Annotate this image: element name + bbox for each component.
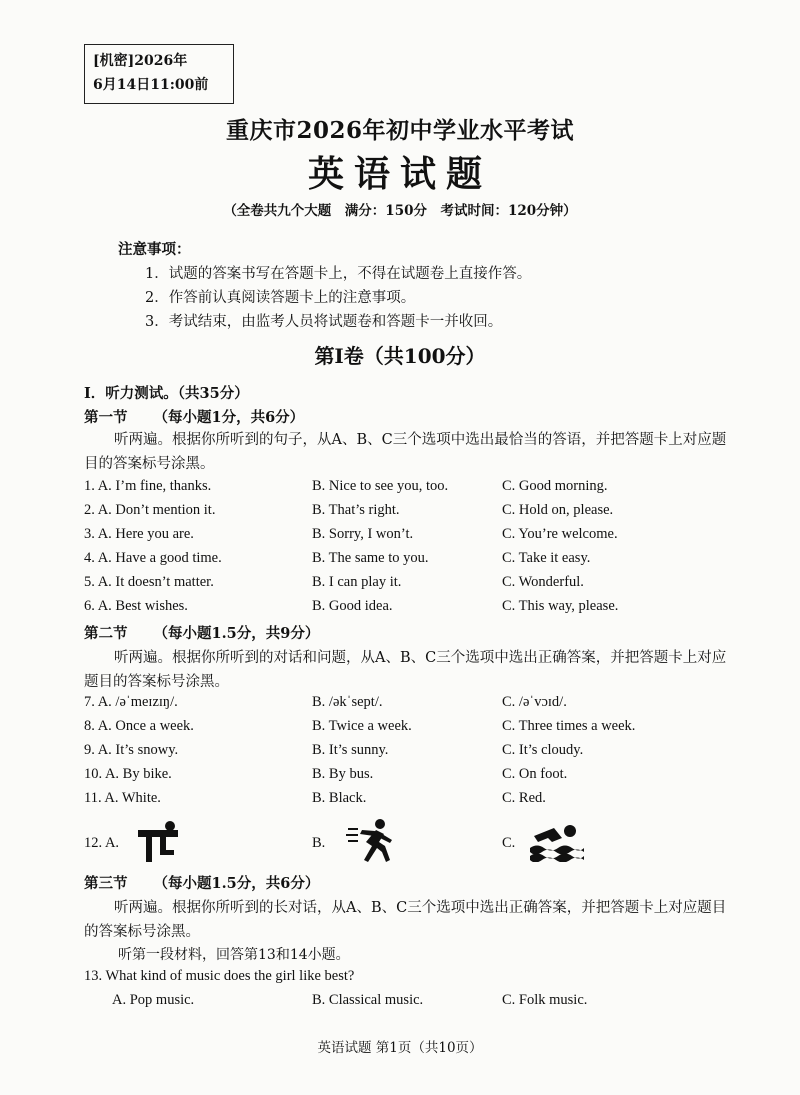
notice-heading: 注意事项： [118,241,191,258]
option-c: C. It’s cloudy. [502,742,584,758]
section3-instruction: 听两遍。根据你所听到的长对话，从A、B、C三个选项中选出正确答案，并把答题卡上对应题目的答案标号涂黑。 [84,900,727,940]
question-row [84,526,724,550]
question-row [84,694,724,718]
option-b: B. Twice a week. [312,718,412,734]
option-c: C. On foot. [502,766,568,782]
section2-instruction: 听两遍。根据你所听到的对话和问题，从A、B、C三个选项中选出正确答案，并把答题卡上对应题目的答案标号涂黑。 [84,650,727,690]
question-12-row [84,818,724,864]
question-row [84,598,724,622]
section1-heading [84,406,304,427]
option-a: 9. A. It’s snowy. [84,742,179,758]
confidential-box [84,44,234,104]
option-b: B. Black. [312,790,367,806]
question-row [84,550,724,574]
option-c: C. Hold on, please. [502,502,614,518]
option-c: C. Take it easy. [502,550,591,566]
question-13-options [84,992,724,1016]
section1-instruction: 听两遍。根据你所听到的句子，从A、B、C三个选项中选出最恰当的答语，并把答题卡上对应题目的答案标号涂黑。 [84,432,727,472]
option-a: 6. A. Best wishes. [84,598,188,614]
option-b: B. /əkˈsept/. [312,694,383,710]
option-a: 4. A. Have a good time. [84,550,222,566]
option-c: C. Three times a week. [502,718,636,734]
option-c: C. /əˈvɔɪd/. [502,694,567,710]
notice-item: 1．试题的答案书写在答题卡上，不得在试题卷上直接作答。 [145,266,532,282]
question-13-stem-row [84,968,724,992]
option-c: C. Folk music. [502,992,588,1008]
confidential-line1: [机密]2026年 [93,53,188,69]
section2-points: （每小题1.5分，共9分） [153,625,320,642]
section3-heading [84,872,319,893]
option-b: B. Classical music. [312,992,424,1008]
option-b: B. Sorry, I won’t. [312,526,414,542]
part1-heading: I．听力测试。（共35分） [84,385,249,402]
option-b: B. By bus. [312,766,374,782]
option-b: B. Good idea. [312,598,393,614]
exam-title: 重庆市2026年初中学业水平考试 [225,117,574,144]
question-row [84,502,724,526]
section1-points: （每小题1分，共6分） [153,409,305,426]
section1-name: 第一节 [84,409,128,426]
section2-heading [84,622,319,643]
swimming-person-icon [528,822,586,862]
section3-points: （每小题1.5分，共6分） [153,875,320,892]
q12-option-a-label: 12. A. [84,835,120,851]
option-a: 7. A. /əˈmeɪzɪŋ/. [84,694,178,710]
volume-title: 第Ⅰ卷（共100分） [314,344,486,368]
option-a: 1. A. I’m fine, thanks. [84,478,212,494]
option-a: 3. A. Here you are. [84,526,194,542]
question-13-stem: 13. What kind of music does the girl like best? [84,968,355,984]
confidential-line2: 6月14日11:00前 [93,77,209,93]
exam-info: （全卷共九个大题 满分：150分 考试时间：120分钟） [223,203,577,219]
question-row [84,574,724,598]
kicking-person-icon [136,820,180,864]
running-person-icon [346,818,396,864]
option-b: B. That’s right. [312,502,400,518]
question-row [84,790,724,814]
page-footer: 英语试题 第1页（共10页） [317,1040,483,1056]
notice-list [145,262,531,334]
option-c: C. Red. [502,790,546,806]
option-b: B. The same to you. [312,550,429,566]
option-a: 2. A. Don’t mention it. [84,502,216,518]
listen-note: 听第一段材料，回答第13和14小题。 [118,947,350,963]
option-a: A. Pop music. [112,992,195,1008]
option-b: B. I can play it. [312,574,402,590]
question-row [84,478,724,502]
q12-option-b-label: B. [312,835,326,851]
option-b: B. It’s sunny. [312,742,389,758]
question-row [84,718,724,742]
q12-option-c-label: C. [502,835,516,851]
notice-item: 3．考试结束，由监考人员将试题卷和答题卡一并收回。 [145,314,503,330]
option-b: B. Nice to see you, too. [312,478,449,494]
question-row [84,742,724,766]
option-c: C. Good morning. [502,478,608,494]
option-c: C. This way, please. [502,598,619,614]
subject-title: 英语试题 [307,153,492,195]
notice-item: 2．作答前认真阅读答题卡上的注意事项。 [145,290,416,306]
section3-name: 第三节 [84,875,128,892]
option-a: 5. A. It doesn’t matter. [84,574,214,590]
section2-name: 第二节 [84,625,128,642]
option-c: C. You’re welcome. [502,526,618,542]
question-row [84,766,724,790]
option-a: 8. A. Once a week. [84,718,194,734]
option-c: C. Wonderful. [502,574,584,590]
option-a: 11. A. White. [84,790,161,806]
option-a: 10. A. By bike. [84,766,172,782]
